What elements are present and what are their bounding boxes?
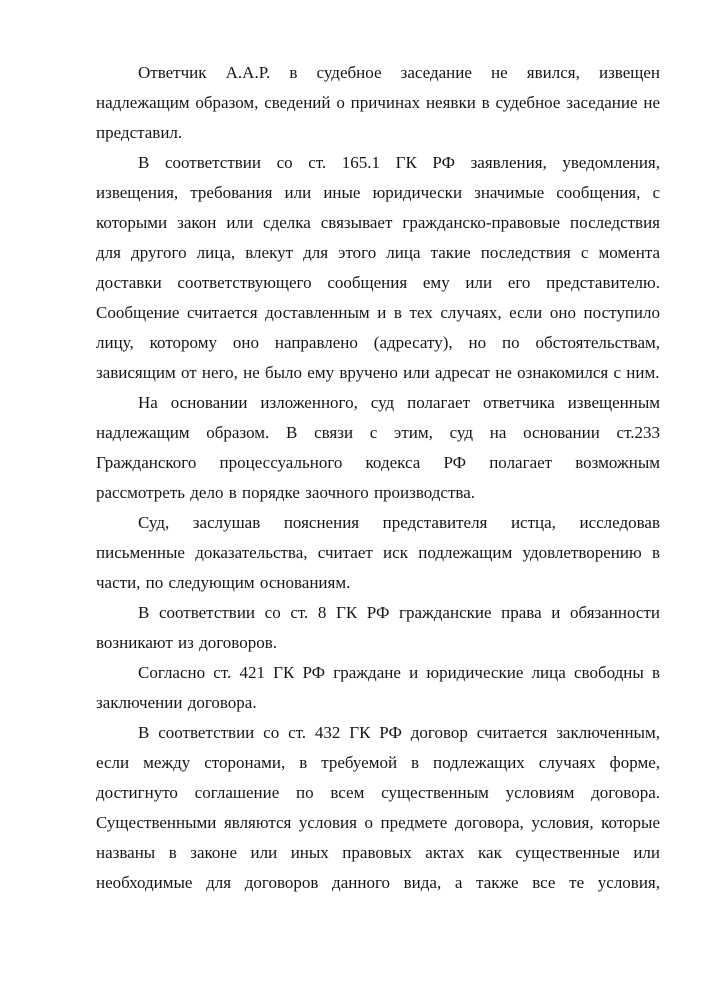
paragraph: Суд, заслушав пояснения представителя истца, исследовав письменные доказательства, считает иск подлежащим удовлетворению в части, по следующим основаниям. xyxy=(96,513,660,592)
paragraph: В соответствии со ст. 8 ГК РФ гражданские права и обязанности возникают из договоров. xyxy=(96,603,660,652)
paragraph: В соответствии со ст. 165.1 ГК РФ заявления, уведомления, извещения, требования или иные юридически значимые сообщения, с которыми закон или сделка связывает гражданско-правовые последствия для другого лица, влекут для этого лица такие последствия с момента доставки соответствующего сообщения ему или его представителю. Сообщение считается доставленным и в тех случаях, если оно поступило лицу, которому оно направлено (адресату), но по обстоятельствам, зависящим от него, не было ему вручено или адресат не ознакомился с ним. xyxy=(96,153,660,382)
paragraph: Ответчик А.А.Р. в судебное заседание не явился, извещен надлежащим образом, сведений о причинах неявки в судебное заседание не представил. xyxy=(96,63,660,142)
paragraph: На основании изложенного, суд полагает ответчика извещенным надлежащим образом. В связи с этим, суд на основании ст.233 Гражданского процессуального кодекса РФ полагает возможным рассмотреть дело в порядке заочного производства. xyxy=(96,393,660,502)
paragraph: Согласно ст. 421 ГК РФ граждане и юридические лица свободны в заключении договора. xyxy=(96,663,660,712)
paragraph: В соответствии со ст. 432 ГК РФ договор считается заключенным, если между сторонами, в требуемой в подлежащих случаях форме, достигнуто соглашение по всем существенным условиям договора. Существенными являются условия о предмете договора, условия, которые названы в законе или иных правовых актах как существенные или необходимые для договоров данного вида, а также все те условия, xyxy=(96,723,660,892)
